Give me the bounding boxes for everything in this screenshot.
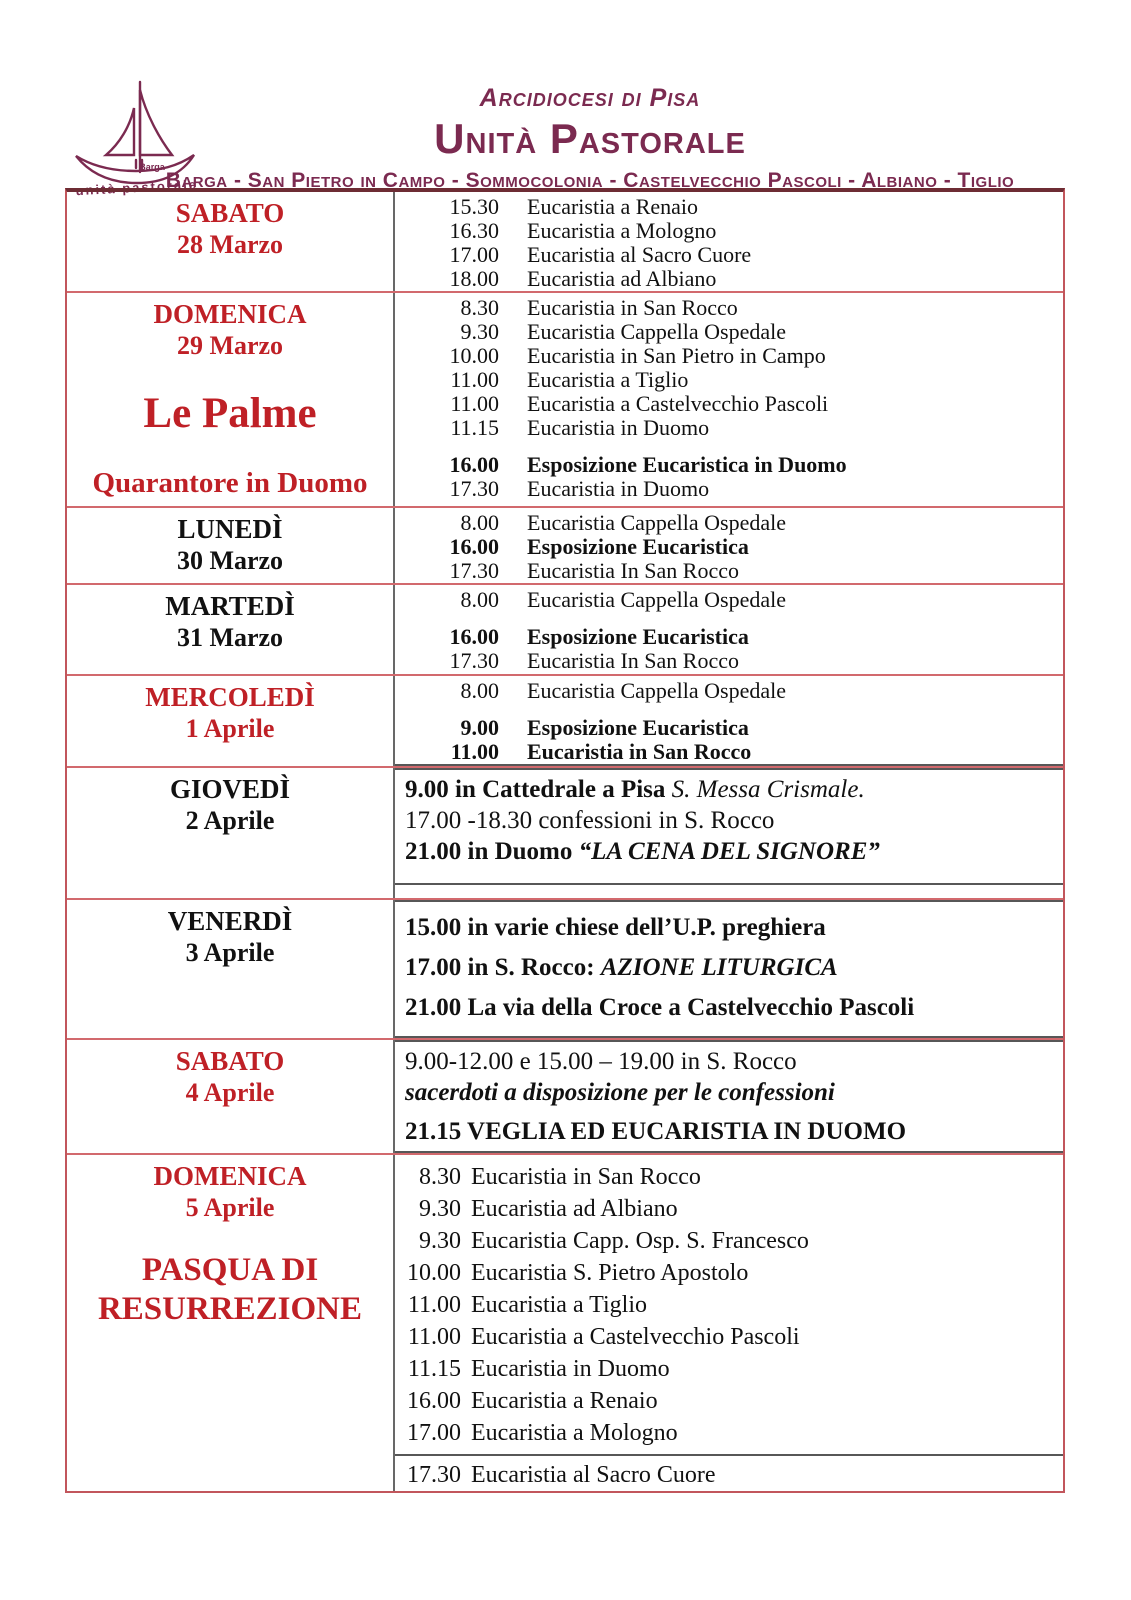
event-text: Eucaristia ad Albiano (527, 266, 717, 291)
event-time: 17.30 (449, 648, 499, 673)
schedule-line (395, 1385, 1063, 1417)
event-text: Eucaristia In San Rocco (527, 558, 739, 583)
event-text: Esposizione Eucaristica in Duomo (527, 452, 847, 477)
event-text: Eucaristia a Mologno (527, 218, 717, 243)
event-text: Esposizione Eucaristica (527, 715, 749, 740)
day-row (67, 1155, 1063, 1491)
schedule-line (395, 219, 1063, 243)
event-text: Eucaristia S. Pietro Apostolo (471, 1260, 749, 1286)
day-date: 5 Aprile (185, 1193, 275, 1223)
event-time: 17.00 (407, 1420, 461, 1446)
schedule-line (405, 952, 1063, 983)
event-text: Esposizione Eucaristica (527, 624, 749, 649)
day-cell (67, 508, 395, 583)
event-time: 11.00 (407, 1292, 461, 1318)
schedule-line (395, 649, 1063, 673)
event-time: 16.00 (449, 534, 499, 559)
schedule-line (405, 1077, 1063, 1108)
event-text: Eucaristia in Duomo (527, 415, 710, 440)
schedule-line (395, 625, 1063, 649)
day-date: 3 Aprile (185, 938, 275, 968)
event-time: 8.30 (419, 1164, 461, 1190)
schedule-line (395, 679, 1063, 703)
day-date: 2 Aprile (185, 806, 275, 836)
day-row (67, 768, 1063, 900)
schedule-line (395, 1289, 1063, 1321)
event-text: S. Messa Crismale. (671, 776, 865, 803)
event-text: 21.00 in Duomo (405, 838, 579, 865)
schedule-line (405, 805, 1063, 836)
event-text: Eucaristia a Castelvecchio Pascoli (527, 391, 829, 416)
schedule-line (395, 392, 1063, 416)
event-text: Eucaristia a Tiglio (527, 367, 689, 392)
schedule-line (395, 1417, 1063, 1449)
event-text: Eucaristia in San Rocco (471, 1164, 701, 1190)
day-date: 4 Aprile (185, 1078, 275, 1108)
day-cell (67, 1040, 395, 1153)
event-text: sacerdoti a disposizione per le confessioni (405, 1079, 835, 1106)
event-text: Eucaristia a Mologno (471, 1420, 678, 1446)
schedule-line (405, 836, 1063, 867)
day-date: 29 Marzo (176, 331, 284, 361)
event-time: 11.00 (407, 1324, 461, 1350)
event-time: 17.30 (449, 558, 499, 583)
event-text: 21.15 VEGLIA ED EUCARISTIA IN DUOMO (405, 1118, 907, 1145)
event-time: 11.15 (450, 415, 499, 440)
day-name: SABATO (175, 198, 285, 228)
day-name: LUNEDÌ (177, 514, 283, 544)
schedule-line (405, 1046, 1063, 1077)
event-text: Eucaristia Cappella Ospedale (527, 678, 787, 703)
day-date: 31 Marzo (176, 623, 284, 653)
schedule-line (395, 1257, 1063, 1289)
event-text: Eucaristia In San Rocco (527, 648, 739, 673)
events-box (395, 900, 1063, 1038)
schedule-line (405, 912, 1063, 943)
day-date: 1 Aprile (185, 714, 275, 744)
schedule-line (395, 296, 1063, 320)
header-unit: Unità Pastorale (434, 115, 746, 162)
event-text: Eucaristia a Renaio (471, 1388, 658, 1414)
schedule-line (395, 1225, 1063, 1257)
event-text: “LA CENA DEL SIGNORE” (578, 838, 880, 865)
events-cell (395, 676, 1063, 766)
schedule-line (405, 1116, 1063, 1147)
schedule-line (395, 559, 1063, 583)
day-cell (67, 192, 395, 291)
day-name: VENERDÌ (167, 906, 293, 936)
day-cell (67, 293, 395, 506)
day-name: MARTEDÌ (165, 591, 295, 621)
event-time: 9.30 (419, 1228, 461, 1254)
event-time: 16.30 (449, 218, 499, 243)
schedule-line (395, 588, 1063, 612)
event-text: 17.00 in S. Rocco: (405, 954, 601, 981)
feast-title: PASQUA DI RESURREZIONE (97, 1251, 363, 1327)
header (40, 84, 1131, 193)
event-text: Esposizione Eucaristica (527, 534, 749, 559)
schedule-line (395, 195, 1063, 219)
day-row (67, 676, 1063, 768)
event-text: Eucaristia Cappella Ospedale (527, 319, 787, 344)
schedule-line (395, 535, 1063, 559)
event-time: 11.00 (450, 739, 499, 764)
event-time: 16.00 (407, 1388, 461, 1414)
event-time: 15.30 (449, 194, 499, 219)
event-text: Eucaristia in Duomo (527, 476, 710, 501)
schedule-line (395, 320, 1063, 344)
event-text: AZIONE LITURGICA (600, 954, 838, 981)
event-time: 17.30 (449, 476, 499, 501)
event-time: 8.00 (460, 678, 499, 703)
day-name: GIOVEDÌ (169, 774, 291, 804)
event-text: Eucaristia al Sacro Cuore (527, 242, 752, 267)
event-time: 9.00 (460, 715, 499, 740)
day-cell (67, 585, 395, 674)
day-name: SABATO (175, 1046, 285, 1076)
event-text: 15.00 in varie chiese dell’U.P. preghiera (405, 914, 826, 941)
event-text: Eucaristia al Sacro Cuore (471, 1462, 716, 1488)
event-text: Eucaristia in San Pietro in Campo (527, 343, 826, 368)
schedule-line (395, 243, 1063, 267)
day-row (67, 508, 1063, 585)
event-text: Eucaristia Capp. Osp. S. Francesco (471, 1228, 809, 1254)
events-cell (395, 192, 1063, 291)
event-time: 16.00 (449, 452, 499, 477)
event-time: 8.00 (460, 587, 499, 612)
day-name: MERCOLEDÌ (145, 682, 315, 712)
feast-title: Le Palme (143, 389, 317, 437)
schedule-line (405, 992, 1063, 1023)
event-text: Eucaristia in San Rocco (527, 739, 752, 764)
event-time: 11.00 (450, 367, 499, 392)
day-cell (67, 1155, 395, 1491)
day-name: DOMENICA (153, 1161, 307, 1191)
event-text: Eucaristia ad Albiano (471, 1196, 678, 1222)
event-time: 16.00 (449, 624, 499, 649)
schedule-line (395, 1161, 1063, 1193)
day-row (67, 1040, 1063, 1155)
schedule-line (395, 416, 1063, 440)
event-text: Eucaristia a Castelvecchio Pascoli (471, 1324, 800, 1350)
day-name: DOMENICA (153, 299, 307, 329)
events-box (395, 1040, 1063, 1153)
event-time: 9.30 (419, 1196, 461, 1222)
schedule-line (395, 1193, 1063, 1225)
event-text: 9.00-12.00 e 15.00 – 19.00 in S. Rocco (405, 1048, 797, 1075)
header-parishes: Barga - San Pietro in Campo - Sommocolonia - Castelvecchio Pascoli - Albiano - Tiglio (165, 169, 1015, 192)
events-cell (395, 585, 1063, 674)
event-time: 11.00 (450, 391, 499, 416)
schedule-line (395, 453, 1063, 477)
event-time: 10.00 (407, 1260, 461, 1286)
events-cell (395, 508, 1063, 583)
schedule-line (395, 477, 1063, 501)
day-date: 28 Marzo (176, 230, 284, 260)
event-time: 17.00 (449, 242, 499, 267)
schedule-line (395, 344, 1063, 368)
schedule-line (395, 267, 1063, 291)
events-cell (395, 900, 1063, 1038)
events-cell (395, 1155, 1063, 1491)
event-time: 9.30 (460, 319, 499, 344)
event-text: Eucaristia Cappella Ospedale (527, 587, 787, 612)
event-time: 17.30 (407, 1462, 461, 1488)
header-diocese: Arcidiocesi di Pisa (479, 84, 701, 112)
logo-caption: unità pastorale (75, 176, 199, 198)
event-text: Eucaristia a Tiglio (471, 1292, 647, 1318)
events-box (395, 768, 1063, 885)
event-time: 11.15 (407, 1356, 461, 1382)
day-cell (67, 676, 395, 766)
day-row (67, 900, 1063, 1040)
event-time: 8.30 (460, 295, 499, 320)
event-text: 17.00 -18.30 confessioni in S. Rocco (405, 807, 775, 834)
event-text: 9.00 in Cattedrale a Pisa (405, 776, 672, 803)
event-text: Eucaristia Cappella Ospedale (527, 510, 787, 535)
day-row (67, 192, 1063, 293)
event-text: Eucaristia in Duomo (471, 1356, 670, 1382)
schedule-table (65, 188, 1065, 1493)
event-text: Eucaristia a Renaio (527, 194, 699, 219)
feast-subtitle: Quarantore in Duomo (92, 467, 368, 500)
event-time: 18.00 (449, 266, 499, 291)
day-row (67, 585, 1063, 676)
events-cell (395, 293, 1063, 506)
events-cell (395, 768, 1063, 898)
event-text: 21.00 La via della Croce a Castelvecchio Pascoli (405, 994, 915, 1021)
event-time: 10.00 (449, 343, 499, 368)
logo-barga-label: Barga (139, 162, 165, 172)
day-row (67, 293, 1063, 508)
events-cell (395, 1040, 1063, 1153)
schedule-line (395, 511, 1063, 535)
schedule-line (395, 1353, 1063, 1385)
schedule-line (395, 740, 1063, 764)
schedule-line (395, 716, 1063, 740)
schedule-line (395, 1321, 1063, 1353)
schedule-line (395, 1454, 1063, 1491)
day-date: 30 Marzo (176, 546, 284, 576)
schedule-line (405, 774, 1063, 805)
event-time: 8.00 (460, 510, 499, 535)
day-cell (67, 900, 395, 1038)
event-text: Eucaristia in San Rocco (527, 295, 738, 320)
schedule-line (395, 368, 1063, 392)
day-cell (67, 768, 395, 898)
